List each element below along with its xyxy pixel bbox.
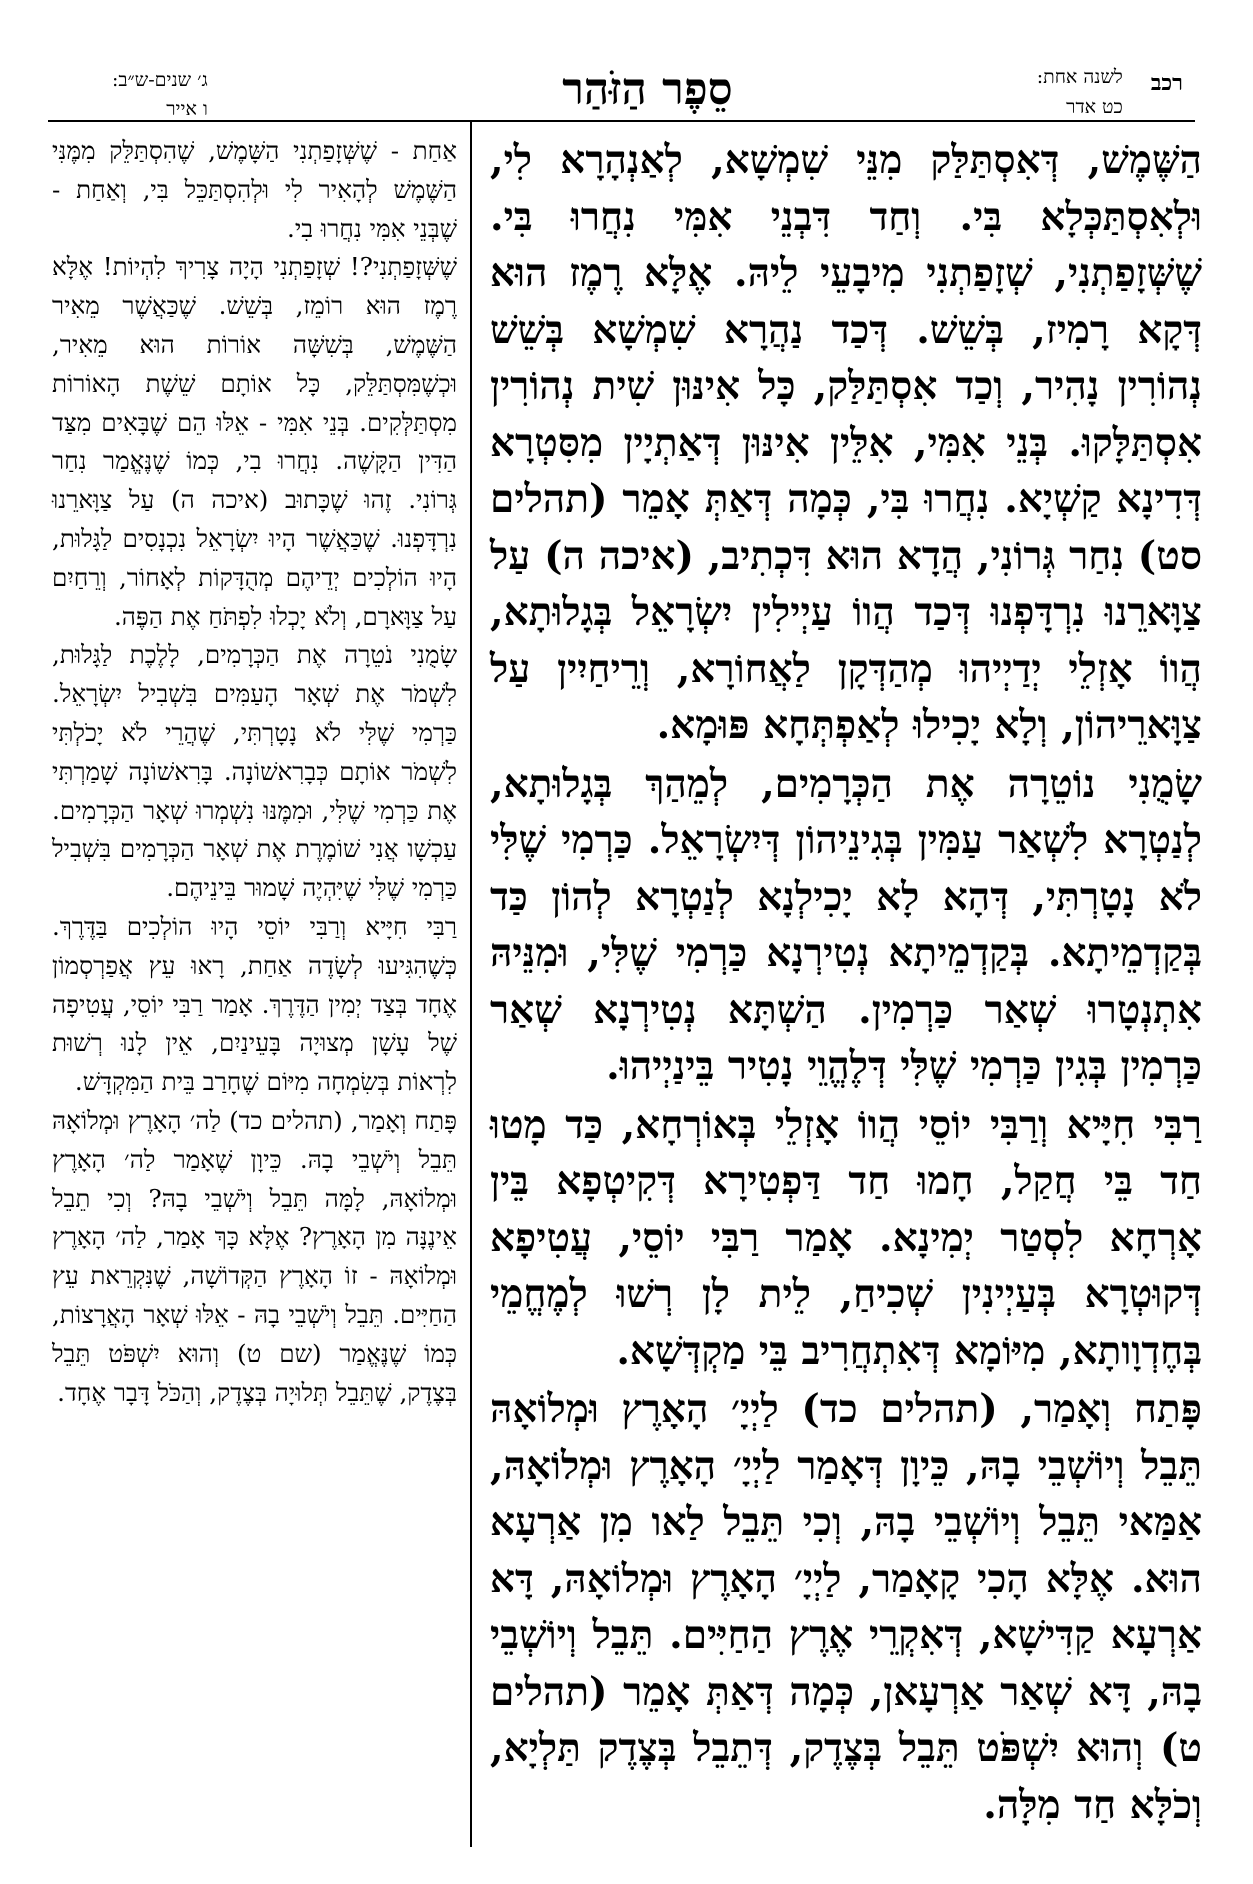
translation-paragraph: שָׂמֻנִי נֹטֵרָה אֶת הַכְּרָמִים, לָלֶכֶת לַגָּלוּת, לִשְׁמֹר אֶת שְׁאָר הָעַמִּים בִּשְׁבִיל יִשְׂרָאֵל. כַּרְמִי שֶׁלִּי לֹא נָטָרְתִּי, שֶׁהֲרֵי לֹא יָכֹלְתִּי לִשְׁמֹר אוֹתָם כְּבָרִאשׁוֹנָה. בָּרִאשׁוֹנָה שָׁמַרְתִּי אֶת כַּרְמִי שֶׁלִּי, וּמִמֶּנּוּ נִשְׁמְרוּ שְׁאָר הַכְּרָמִים. עַכְשָׁו אֲנִי שׁוֹמֶרֶת אֶת שְׁאָר הַכְּרָמִים בִּשְׁבִיל כַּרְמִי שֶׁלִּי שֶׁיִּהְיֶה שָׁמוּר בֵּינֵיהֶם.: [52, 640, 457, 903]
text-paragraph: שָׂמֻנִי נוֹטֵרָה אֶת הַכְּרָמִים, לְמֵהַךְ בְּגָלוּתָא, לְנַטְרָא לִשְׁאַר עַמִּין בְּגִינֵיהוֹן דְּיִשְׂרָאֵל. כַּרְמִי שֶׁלִּי לֹא נָטָרְתִּי, דְּהָא לָא יָכִילְנָא לְנַטְרָא לְהוֹן כַּד בְּקַדְמֵיתָא. בְּקַדְמֵיתָא נְטִירְנָא כַּרְמִי שֶׁלִּי, וּמִנֵּיהּ אִתְנְטָרוּ שְׁאַר כַּרְמִין. הַשְׁתָּא נְטִירְנָא שְׁאַר כַּרְמִין בְּגִין כַּרְמִי שֶׁלִּי דְּלֶהֱוֵי נָטִיר בֵּינַיְיהוּ.: [490, 760, 1202, 1089]
text-paragraph: רַבִּי חִיָּיא וְרַבִּי יוֹסֵי הֲווֹ אָזְלֵי בְּאוֹרְחָא, כַּד מָטוּ חַד בֵּי חֲקַל, חָמוּ חַד דַּפְטִירָא דְּקִיטְפָא בֵּין אָרְחָא לִסְטַר יְמִינָא. אָמַר רַבִּי יוֹסֵי, עֲטִיפָא דְּקוּטְרָא בְּעַיְינִין שְׁכִיחַ, לֵית לָן רְשׁוּ לְמֶחֱמֵי בְּחֶדְוָותָא, מִיּוֹמָא דְּאִתְחֲרִיב בֵּי מַקְדְּשָׁא.: [490, 1101, 1202, 1374]
translation-paragraph: שֶׁשְּׁזָפַתְנִי?! שְׁזָפַתְנִי הָיָה צָרִיךְ לִהְיוֹת! אֶלָּא רֶמֶז הוּא רוֹמֵז, בְּשֵׁשׁ. שֶׁכַּאֲשֶׁר מֵאִיר הַשֶּׁמֶשׁ, בְּשִׁשָּׁה אוֹרוֹת הוּא מֵאִיר, וּכְשֶׁמִּסְתַּלֵּק, כָּל אוֹתָם שֵׁשֶׁת הָאוֹרוֹת מִסְתַּלְּקִים. בְּנֵי אִמִּי - אֵלּוּ הֵם שֶׁבָּאִים מִצַּד הַדִּין הַקָּשֶׁה. נִחֲרוּ בִי, כְּמוֹ שֶׁנֶּאֱמַר נִחַר גְּרוֹנִי. זֶהוּ שֶׁכָּתוּב (איכה ה) עַל צַוָּארֵנוּ נִרְדָּפְנוּ. שֶׁכַּאֲשֶׁר הָיוּ יִשְׂרָאֵל נִכְנָסִים לַגָּלוּת, הָיוּ הוֹלְכִים יְדֵיהֶם מְהֻדָּקוֹת לְאָחוֹר, וְרֵחַיִם עַל צַוָּארָם, וְלֹא יָכְלוּ לִפְתֹּחַ אֶת הַפֶּה.: [52, 252, 457, 631]
schedule-date: כט אדר: [1066, 96, 1123, 118]
aramaic-text-column: [490, 132, 1202, 1833]
hebrew-translation-column: [52, 132, 457, 1412]
header-right: [1037, 62, 1183, 122]
page-header: [112, 62, 1183, 124]
translation-paragraph: פָּתַח וְאָמַר, (תהלים כד) לַה׳ הָאָרֶץ וּמְלוֹאָהּ תֵּבֵל וְיֹשְׁבֵי בָהּ. כֵּיוָן שֶׁאָמַר לַה׳ הָאָרֶץ וּמְלוֹאָהּ, לָמָּה תֵּבֵל וְיֹשְׁבֵי בָהּ? וְכִי תֵבֵל אֵינֶנָּה מִן הָאָרֶץ? אֶלָּא כָּךְ אָמַר, לַה׳ הָאָרֶץ וּמְלוֹאָהּ - זוֹ הָאָרֶץ הַקְּדוֹשָׁה, שֶׁנִּקְרֵאת עֵץ הַחַיִּים. תֵּבֵל וְיֹשְׁבֵי בָהּ - אֵלּוּ שְׁאָר הָאֲרָצוֹת, כְּמוֹ שֶׁנֶּאֱמַר (שם ט) וְהוּא יִשְׁפֹּט תֵּבֵל בְּצֶדֶק, שֶׁתֵּבֵל תְּלוּיָה בְּצֶדֶק, וְהַכֹּל דָּבָר אֶחָד.: [52, 1105, 457, 1407]
folio-number: רכב: [1150, 70, 1183, 96]
schedule-label: ג׳ שנים-ש״ב:: [112, 69, 208, 91]
book-title: סֵפֶר הַזֹּהַר: [562, 64, 733, 115]
text-paragraph: הַשֶּׁמֶשׁ, דְּאִסְתַּלַּק מִנֵּי שִׁמְשָׁא, לְאַנְהָרָא לִי, וּלְאִסְתַּכְּלָא בִּי. וְחַד דִּבְנֵי אִמִּי נִחֲרוּ בִּי. שֶׁשְּׁזָפַתְנִי, שְׁזָפַתְנִי מִיבָעֵי לֵיהּ. אֶלָּא רֶמֶז הוּא דְּקָא רָמִיז, בְּשֵׁשׁ. דְּכַד נַהֲרָא שִׁמְשָׁא בְּשֵׁשׁ נְהוֹרִין נָהִיר, וְכַד אִסְתַּלַּק, כָּל אִינּוּן שִׁית נְהוֹרִין אִסְתַּלָּקוּ. בְּנֵי אִמִּי, אִלֵּין אִינּוּן דְּאַתְיָין מִסִּטְרָא דְּדִינָא קַשְׁיָא. נִחֲרוּ בִּי, כְּמָה דְּאַתְּ אָמֵר (תהלים סט) נִחַר גְּרוֹנִי, הֲדָא הוּא דִּכְתִיב, (איכה ה) עַל צַוָּארֵנוּ נִרְדָּפְנוּ דְּכַד הֲווֹ עַיְילִין יִשְׂרָאֵל בְּגָלוּתָא, הֲווֹ אָזְלֵי יְדַיְיהוּ מְהַדְּקָן לַאֲחוֹרָא, וְרֵיחַיִין עַל צַוָּארֵיהוֹן, וְלָא יָכִילוּ לְאַפְתְּחָא פּוּמָא.: [490, 137, 1202, 748]
reading-schedule-one-year: [1037, 62, 1123, 122]
schedule-label: לשנה אחת:: [1036, 66, 1123, 88]
column-divider: [470, 122, 472, 1847]
reading-schedule-three-years: [112, 66, 208, 124]
header-rule: [48, 120, 1195, 122]
translation-paragraph: רַבִּי חִיָּיא וְרַבִּי יוֹסֵי הָיוּ הוֹלְכִים בַּדֶּרֶךְ. כְּשֶׁהִגִּיעוּ לְשָׂדֶה אַחַת, רָאוּ עֵץ אֲפַרְסְמוֹן אֶחָד בְּצַד יְמִין הַדֶּרֶךְ. אָמַר רַבִּי יוֹסֵי, עֲטִיפָה שֶׁל עָשָׁן מְצוּיָה בָּעֵינַיִם, אֵין לָנוּ רְשׁוּת לִרְאוֹת בְּשִׂמְחָה מִיּוֹם שֶׁחָרַב בֵּית הַמִּקְדָּשׁ.: [52, 911, 457, 1097]
translation-paragraph: אַחַת - שֶׁשְּׁזָפַתְנִי הַשָּׁמֶשׁ, שֶׁהִסְתַּלֵּק מִמֶּנִּי הַשֶּׁמֶשׁ לְהָאִיר לִי וּלְהִסְתַּכֵּל בִּי, וְאַחַת - שֶׁבְּנֵי אִמִּי נִחֲרוּ בִי.: [52, 136, 457, 243]
schedule-date: ו אייר: [166, 98, 208, 120]
text-paragraph: פָּתַח וְאָמַר, (תהלים כד) לַיְיָ׳ הָאָרֶץ וּמְלוֹאָהּ תֵּבֵל וְיוֹשְׁבֵי בָהּ, כֵּיוָן דְּאָמַר לַיְיָ׳ הָאָרֶץ וּמְלוֹאָהּ, אַמַּאי תֵּבֵל וְיוֹשְׁבֵי בָהּ, וְכִי תֵּבֵל לַאו מִן אַרְעָא הוּא. אֶלָּא הָכִי קָאָמַר, לַיְיָ׳ הָאָרֶץ וּמְלוֹאָהּ, דָּא אַרְעָא קַדִּישָׁא, דְּאִקְרֵי אֶרֶץ הַחַיִּים. תֵּבֵל וְיוֹשְׁבֵי בָהּ, דָּא שְׁאַר אַרְעָאן, כְּמָה דְּאַתְּ אָמֵר (תהלים ט) וְהוּא יִשְׁפֹּט תֵּבֵל בְּצֶדֶק, דְּתֵבֵל בְּצֶדֶק תַּלְיָא, וְכֹלָּא חַד מִלָּה.: [490, 1386, 1202, 1828]
